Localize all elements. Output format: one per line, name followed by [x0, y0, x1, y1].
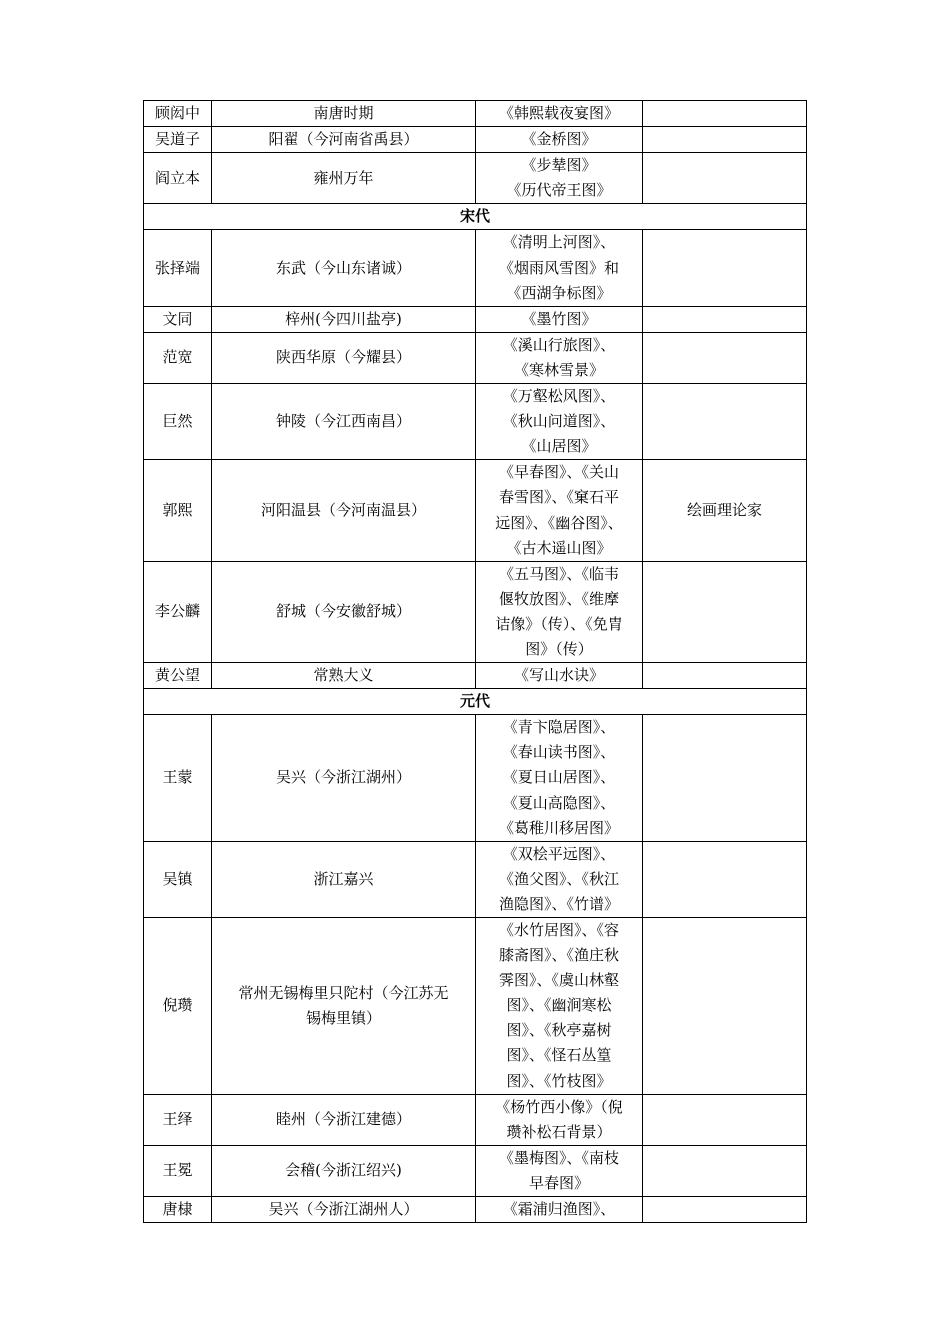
- cell-line: 《早春图》、《关山: [498, 463, 619, 482]
- works-cell: [476, 101, 643, 127]
- painter-row: [144, 153, 807, 204]
- era-header-row: [144, 204, 807, 230]
- painter-row: [144, 663, 807, 689]
- works-cell: [476, 153, 643, 204]
- note-cell: [643, 841, 807, 917]
- painter-row: [144, 101, 807, 127]
- era-header-row: [144, 689, 807, 715]
- painter-row: [144, 561, 807, 662]
- painter-name: 王冕: [144, 1145, 212, 1196]
- works-cell: [476, 230, 643, 306]
- cell-line: 舒城（今安徽舒城）: [275, 602, 411, 621]
- birthplace-cell: [212, 841, 476, 917]
- note-cell: [643, 1145, 807, 1196]
- note-cell: [643, 230, 807, 306]
- painter-name: 吴镇: [144, 841, 212, 917]
- birthplace-cell: [212, 230, 476, 306]
- painter-name: 顾闳中: [144, 101, 212, 127]
- cell-line: 诘像》（传）、《免胄: [495, 614, 623, 633]
- works-cell: [476, 918, 643, 1095]
- painter-row: [144, 1145, 807, 1196]
- cell-line: 睦州（今浙江建德）: [275, 1110, 411, 1129]
- cell-line: 《万壑松风图》、: [502, 387, 616, 406]
- works-cell: [476, 1145, 643, 1196]
- painter-name: 黄公望: [144, 663, 212, 689]
- cell-line: 霁图》、《虞山林壑: [498, 971, 619, 990]
- cell-line: 《西湖争标图》: [506, 283, 612, 302]
- cell-line: 陕西华原（今耀县）: [275, 348, 411, 367]
- cell-line: 《历代帝王图》: [506, 181, 612, 200]
- painter-row: [144, 384, 807, 460]
- cell-line: 《清明上河图》、: [502, 233, 616, 252]
- birthplace-cell: [212, 306, 476, 332]
- cell-line: 《烟雨风雪图》和: [498, 258, 619, 277]
- cell-line: 河阳温县（今河南温县）: [260, 500, 426, 519]
- painter-name: 阎立本: [144, 153, 212, 204]
- cell-line: 《墨竹图》: [521, 309, 597, 328]
- cell-line: 吴兴（今浙江湖州）: [275, 768, 411, 787]
- cell-line: 图》、《怪石丛篁: [506, 1046, 612, 1065]
- birthplace-cell: [212, 127, 476, 153]
- painter-name: 范宽: [144, 332, 212, 383]
- painters-table: [143, 100, 807, 1223]
- note-cell: [643, 332, 807, 383]
- works-cell: [476, 384, 643, 460]
- painter-row: [144, 841, 807, 917]
- era-label: 元代: [144, 689, 807, 715]
- cell-line: 《葛稚川移居图》: [498, 818, 619, 837]
- painter-row: [144, 127, 807, 153]
- works-cell: [476, 127, 643, 153]
- painter-name: 唐棣: [144, 1197, 212, 1223]
- cell-line: 《步辇图》: [521, 156, 597, 175]
- works-cell: [476, 460, 643, 561]
- note-cell: [643, 153, 807, 204]
- birthplace-cell: [212, 101, 476, 127]
- note-cell: [643, 663, 807, 689]
- birthplace-cell: [212, 663, 476, 689]
- cell-line: 瓒补松石背景）: [506, 1122, 612, 1141]
- cell-line: 梓州(今四川盐亭): [285, 309, 402, 328]
- works-cell: [476, 841, 643, 917]
- painter-row: [144, 332, 807, 383]
- cell-line: 会稽(今浙江绍兴): [285, 1161, 402, 1180]
- cell-line: 图》、《竹枝图》: [506, 1071, 612, 1090]
- note-cell: [643, 306, 807, 332]
- cell-line: 《霜浦归渔图》、: [502, 1200, 616, 1219]
- painter-name: 李公麟: [144, 561, 212, 662]
- cell-line: 《五马图》、《临韦: [498, 564, 619, 583]
- painter-row: [144, 1094, 807, 1145]
- cell-line: 雍州万年: [313, 168, 374, 187]
- cell-line: 偃牧放图》、《维摩: [498, 589, 619, 608]
- cell-line: 春雪图》、《窠石平: [498, 488, 619, 507]
- cell-line: 锡梅里镇）: [305, 1008, 381, 1027]
- works-cell: [476, 306, 643, 332]
- note-cell: [643, 1197, 807, 1223]
- cell-line: 《夏山高隐图》、: [502, 793, 616, 812]
- birthplace-cell: [212, 1094, 476, 1145]
- cell-line: 《写山水诀》: [513, 666, 604, 685]
- cell-line: 《双桧平远图》、: [502, 844, 616, 863]
- painter-row: [144, 715, 807, 841]
- birthplace-cell: [212, 918, 476, 1095]
- cell-line: 膝斋图》、《渔庄秋: [498, 946, 619, 965]
- note-cell: [643, 127, 807, 153]
- cell-line: 《青卞隐居图》、: [502, 718, 616, 737]
- cell-line: 《杨竹西小像》（倪: [495, 1097, 623, 1116]
- birthplace-cell: [212, 715, 476, 841]
- birthplace-cell: [212, 1145, 476, 1196]
- cell-line: 《水竹居图》、《容: [498, 921, 619, 939]
- birthplace-cell: [212, 153, 476, 204]
- painter-name: 倪瓒: [144, 918, 212, 1095]
- note-cell: [643, 561, 807, 662]
- cell-line: 《寒林雪景》: [513, 360, 604, 379]
- cell-line: 《墨梅图》、《南枝: [498, 1148, 619, 1167]
- cell-line: 渔隐图》、《竹谱》: [498, 894, 619, 913]
- painter-row: [144, 918, 807, 1095]
- note-cell: [643, 715, 807, 841]
- cell-line: 《春山读书图》、: [502, 743, 616, 762]
- cell-line: 浙江嘉兴: [313, 869, 374, 888]
- cell-line: 图》（传）: [525, 639, 593, 658]
- cell-line: 《山居图》: [521, 437, 597, 456]
- birthplace-cell: [212, 561, 476, 662]
- birthplace-cell: [212, 332, 476, 383]
- cell-line: 早春图》: [528, 1173, 589, 1192]
- note-cell: [643, 101, 807, 127]
- painter-name: 巨然: [144, 384, 212, 460]
- cell-line: 《金桥图》: [521, 130, 597, 149]
- works-cell: [476, 663, 643, 689]
- painter-name: 王蒙: [144, 715, 212, 841]
- cell-line: 吴兴（今浙江湖州人）: [268, 1200, 419, 1219]
- painter-name: 文同: [144, 306, 212, 332]
- works-cell: [476, 1197, 643, 1223]
- era-label: 宋代: [144, 204, 807, 230]
- cell-line: 《古木遥山图》: [506, 538, 612, 557]
- birthplace-cell: [212, 1197, 476, 1223]
- birthplace-cell: [212, 460, 476, 561]
- note-cell: [643, 918, 807, 1095]
- cell-line: 图》、《秋亭嘉树: [506, 1021, 612, 1040]
- cell-line: 《秋山问道图》、: [502, 412, 616, 431]
- cell-line: 《韩熙载夜宴图》: [498, 104, 619, 122]
- cell-line: 南唐时期: [313, 104, 374, 122]
- cell-line: 远图》、《幽谷图》、: [495, 513, 623, 532]
- cell-line: 常熟大义: [313, 666, 374, 685]
- painter-row: [144, 460, 807, 561]
- cell-line: 《溪山行旅图》、: [502, 335, 616, 354]
- table-body: [144, 101, 807, 1223]
- note-cell: [643, 1094, 807, 1145]
- cell-line: 钟陵（今江西南昌）: [275, 412, 411, 431]
- cell-line: 东武（今山东诸诚）: [275, 258, 411, 277]
- cell-line: 常州无锡梅里只陀村（今江苏无: [238, 983, 449, 1002]
- works-cell: [476, 1094, 643, 1145]
- cell-line: 阳翟（今河南省禹县）: [268, 130, 419, 149]
- works-cell: [476, 715, 643, 841]
- painter-name: 王绎: [144, 1094, 212, 1145]
- painter-name: 郭熙: [144, 460, 212, 561]
- painter-name: 张择端: [144, 230, 212, 306]
- cell-line: 《渔父图》、《秋江: [498, 869, 619, 888]
- painter-name: 吴道子: [144, 127, 212, 153]
- cell-line: 图》、《幽涧寒松: [506, 996, 612, 1015]
- cell-line: 《夏日山居图》、: [502, 768, 616, 787]
- painter-row: [144, 1197, 807, 1223]
- painter-row: [144, 306, 807, 332]
- birthplace-cell: [212, 384, 476, 460]
- works-cell: [476, 561, 643, 662]
- painter-row: [144, 230, 807, 306]
- note-cell: 绘画理论家: [643, 460, 807, 561]
- works-cell: [476, 332, 643, 383]
- note-cell: [643, 384, 807, 460]
